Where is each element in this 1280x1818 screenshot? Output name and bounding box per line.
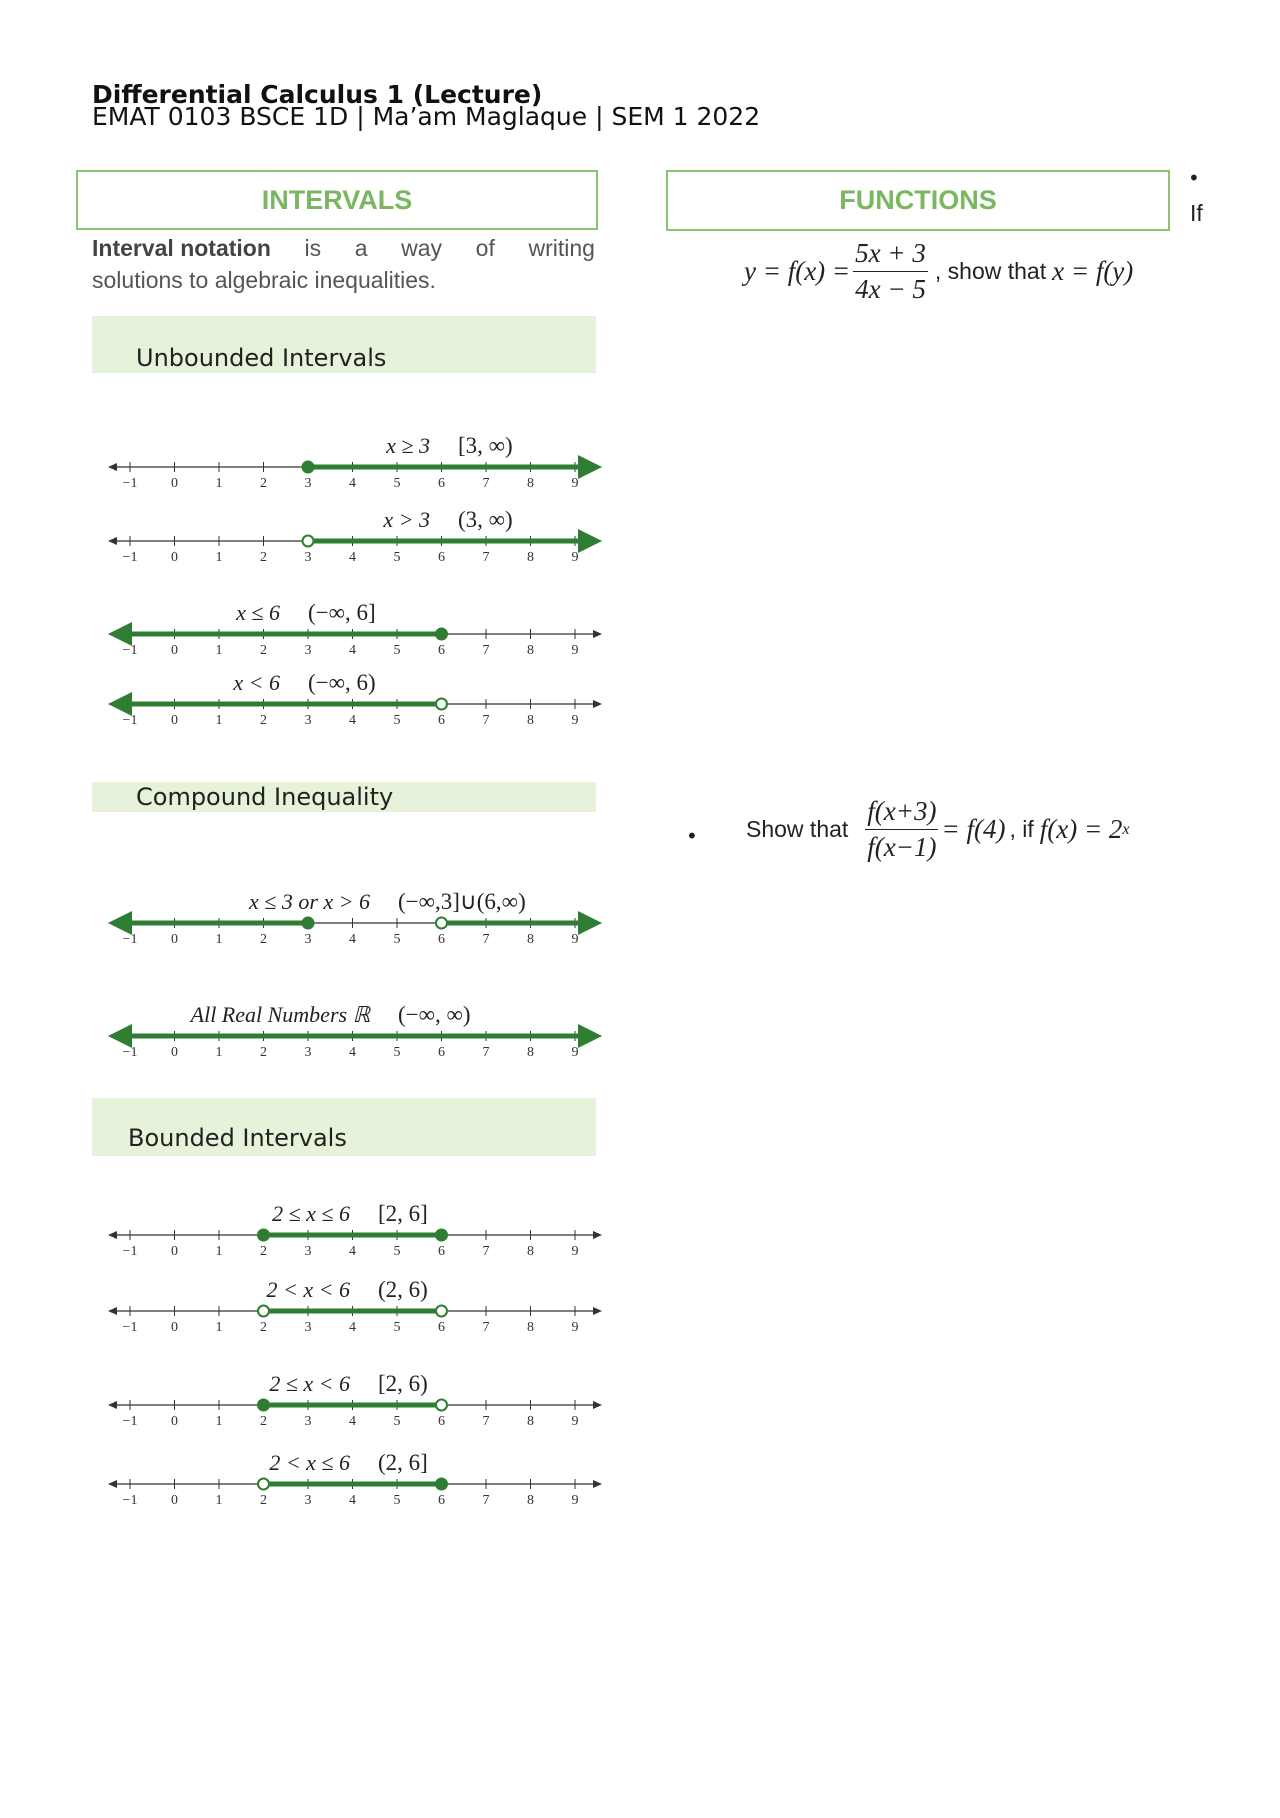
number-line-0 [100,425,610,505]
interval-notation: (3, ∞) [458,507,513,532]
tick-label: 5 [393,476,401,491]
interval-notation: (−∞, 6] [308,600,376,625]
tick-label: 9 [571,1320,579,1335]
tick-label: 5 [393,1493,401,1508]
tick-label: 6 [438,1244,445,1259]
tick-label: 3 [304,713,312,728]
tick-label: 1 [215,1493,223,1508]
tick-label: 3 [304,1045,312,1060]
axis-arrow-right [593,1307,602,1315]
interval-notation: (−∞, 6) [308,670,376,695]
number-line-9 [100,1442,610,1522]
tick-label: 0 [171,1320,178,1335]
axis-arrow-right [593,1480,602,1488]
tick-label: 1 [215,1244,223,1259]
problem-1-numerator: 5x + 3 [853,238,928,272]
tick-label: 4 [349,1414,356,1429]
tick-label: 9 [571,1244,579,1259]
problem-2-connector: , if [1009,816,1034,842]
tick-label: 2 [260,1320,267,1335]
tick-label: 8 [527,1320,534,1335]
number-line-3 [100,662,610,742]
tick-label: 0 [171,476,178,491]
tick-label: 4 [349,643,356,658]
tick-label: 3 [304,643,312,658]
arrow-left-icon [108,622,132,646]
tick-label: 4 [349,713,356,728]
interval-notation: (2, 6) [378,1277,428,1302]
interval-notation: [3, ∞) [458,433,513,458]
tick-label: 8 [527,1414,534,1429]
tick-label: 2 [260,1045,267,1060]
tick-label: 5 [393,1244,401,1259]
tick-label: 7 [482,550,490,565]
tick-label: 5 [393,1320,401,1335]
tick-label: 6 [438,1045,445,1060]
open-endpoint [436,699,447,710]
tick-label: 4 [349,1045,356,1060]
intro-line-2: solutions to algebraic inequalities. [92,267,436,293]
inequality-label: All Real Numbers ℝ [190,1002,370,1027]
tick-label: 2 [260,550,267,565]
axis-arrow-left [108,537,117,545]
intervals-intro [92,232,595,296]
tick-label: 5 [393,550,401,565]
tick-label: 7 [482,476,490,491]
intro-word: a [354,235,368,261]
tick-label: −1 [122,1414,138,1429]
axis-arrow-left [108,463,117,471]
section-bounded [92,1098,596,1156]
number-line-7 [100,1269,610,1349]
tick-label: 0 [171,1045,178,1060]
axis-arrow-left [108,1307,117,1315]
tick-label: 7 [482,1244,490,1259]
tick-label: 6 [438,713,445,728]
open-endpoint [258,1479,269,1490]
tick-label: 2 [260,1493,267,1508]
closed-endpoint [436,1230,447,1241]
tick-label: 3 [304,1244,312,1259]
arrow-right-icon [578,911,602,935]
tick-label: 8 [527,643,534,658]
problem-2-fraction [865,796,938,863]
open-endpoint [436,1400,447,1411]
arrow-left-icon [108,1024,132,1048]
tick-label: 4 [349,550,356,565]
tick-label: 4 [349,1320,356,1335]
tick-label: −1 [122,643,138,658]
tick-label: −1 [122,1493,138,1508]
tick-label: 3 [304,550,312,565]
interval-notation: [2, 6] [378,1201,428,1226]
problem-2-prefix: Show that [746,816,849,842]
tick-label: 5 [393,932,401,947]
axis-arrow-right [593,1231,602,1239]
tick-label: 4 [349,932,356,947]
tick-label: 8 [527,713,534,728]
intro-word: way [401,235,443,261]
arrow-left-icon [108,692,132,716]
closed-endpoint [258,1400,269,1411]
tick-label: 9 [571,1045,579,1060]
problem-1-fraction [853,238,928,305]
bullet-icon: • [1188,166,1200,190]
tick-label: 2 [260,1414,267,1429]
tick-label: 7 [482,1045,490,1060]
tick-label: 6 [438,643,445,658]
tick-label: 6 [438,550,445,565]
functions-heading: FUNCTIONS [666,170,1170,231]
inequality-label: x ≤ 3 or x > 6 [248,889,370,914]
inequality-label: x ≥ 3 [386,433,430,458]
tick-label: 8 [527,1244,534,1259]
tick-label: 1 [215,713,223,728]
arrow-right-icon [578,455,602,479]
number-line-8 [100,1363,610,1443]
section-unbounded [92,316,596,373]
tick-label: 4 [349,476,356,491]
number-line-2 [100,592,610,672]
bullet-icon: • [686,824,698,848]
tick-label: −1 [122,1320,138,1335]
tick-label: −1 [122,1244,138,1259]
tick-label: 7 [482,1320,490,1335]
arrow-left-icon [108,911,132,935]
axis-arrow-right [593,700,602,708]
tick-label: 0 [171,1244,178,1259]
intro-line-1 [92,232,595,264]
intro-word: of [475,235,495,261]
tick-label: 3 [304,1493,312,1508]
inequality-label: x > 3 [383,507,430,532]
tick-label: −1 [122,476,138,491]
tick-label: 4 [349,1493,356,1508]
problem-1-result: x = f(y) [1052,256,1134,286]
tick-label: 6 [438,1493,445,1508]
problem-2-exponent: x [1122,820,1130,838]
section-unbounded-label: Unbounded Intervals [136,344,387,372]
axis-arrow-left [108,1231,117,1239]
closed-endpoint [303,462,314,473]
tick-label: −1 [122,713,138,728]
tick-label: 7 [482,713,490,728]
problem-2-denominator: f(x−1) [867,832,937,862]
tick-label: 0 [171,643,178,658]
tick-label: 9 [571,713,579,728]
tick-label: 9 [571,476,579,491]
section-bounded-label: Bounded Intervals [128,1124,347,1152]
intro-bold-term: Interval notation [92,235,271,261]
tick-label: −1 [122,550,138,565]
interval-notation: (2, 6] [378,1450,428,1475]
number-line-4 [100,881,610,961]
tick-label: 1 [215,643,223,658]
number-line-6 [100,1193,610,1273]
tick-label: 1 [215,1045,223,1060]
tick-label: 3 [304,476,312,491]
closed-endpoint [258,1230,269,1241]
tick-label: 0 [171,932,178,947]
document-title: Differential Calculus 1 (Lecture) [92,80,543,109]
tick-label: −1 [122,932,138,947]
tick-label: 7 [482,1493,490,1508]
tick-label: −1 [122,1045,138,1060]
tick-label: 0 [171,713,178,728]
tick-label: 8 [527,476,534,491]
tick-label: 5 [393,1414,401,1429]
tick-label: 0 [171,550,178,565]
axis-arrow-right [593,630,602,638]
tick-label: 8 [527,1045,534,1060]
tick-label: 5 [393,713,401,728]
arrow-right-icon [578,1024,602,1048]
tick-label: 2 [260,713,267,728]
inequality-label: 2 ≤ x ≤ 6 [272,1201,350,1226]
inequality-label: 2 < x ≤ 6 [269,1450,350,1475]
tick-label: 0 [171,1493,178,1508]
arrow-right-icon [578,529,602,553]
tick-label: 9 [571,932,579,947]
number-line-5 [100,994,610,1074]
problem-1 [744,238,1133,305]
document-subtitle: EMAT 0103 BSCE 1D | Ma’am Maglaque | SEM 1 2022 [92,102,761,131]
tick-label: 1 [215,476,223,491]
problem-1-connector: , show that [934,258,1047,284]
tick-label: 5 [393,643,401,658]
tick-label: 7 [482,1414,490,1429]
tick-label: 5 [393,1045,401,1060]
tick-label: 0 [171,1414,178,1429]
problem-1-denominator: 4x − 5 [855,274,926,304]
tick-label: 3 [304,1414,312,1429]
closed-endpoint [436,1479,447,1490]
tick-label: 7 [482,643,490,658]
tick-label: 9 [571,1493,579,1508]
tick-label: 9 [571,643,579,658]
section-compound-label: Compound Inequality [136,783,394,811]
problem-2-condition: f(x) = 2 [1039,814,1123,844]
tick-label: 6 [438,932,445,947]
tick-label: 3 [304,1320,312,1335]
tick-label: 1 [215,550,223,565]
intro-word: writing [528,235,595,261]
open-endpoint [436,918,447,929]
tick-label: 8 [527,932,534,947]
open-endpoint [258,1306,269,1317]
problem-1-lhs: y = f(x) = [744,256,851,286]
closed-endpoint [436,629,447,640]
open-endpoint [303,536,314,547]
tick-label: 9 [571,550,579,565]
tick-label: 6 [438,1414,445,1429]
interval-notation: (−∞,3]∪(6,∞) [398,889,526,914]
problem-2-equals: = f(4) [941,814,1006,844]
tick-label: 2 [260,1244,267,1259]
tick-label: 1 [215,1414,223,1429]
if-word: If [1190,200,1203,226]
problem-2 [746,796,1130,863]
tick-label: 3 [304,932,312,947]
interval-notation: (−∞, ∞) [398,1002,471,1027]
axis-arrow-right [593,1401,602,1409]
open-endpoint [436,1306,447,1317]
tick-label: 4 [349,1244,356,1259]
number-line-1 [100,499,610,579]
inequality-label: x < 6 [233,670,280,695]
section-compound [92,782,596,812]
tick-label: 1 [215,1320,223,1335]
tick-label: 8 [527,550,534,565]
intervals-heading: INTERVALS [76,170,598,230]
tick-label: 7 [482,932,490,947]
tick-label: 6 [438,476,445,491]
problem-2-numerator: f(x+3) [865,796,938,830]
inequality-label: 2 ≤ x < 6 [269,1371,350,1396]
interval-notation: [2, 6) [378,1371,428,1396]
axis-arrow-left [108,1480,117,1488]
tick-label: 9 [571,1414,579,1429]
axis-arrow-left [108,1401,117,1409]
tick-label: 8 [527,1493,534,1508]
tick-label: 2 [260,476,267,491]
tick-label: 2 [260,643,267,658]
tick-label: 6 [438,1320,445,1335]
tick-label: 2 [260,932,267,947]
intro-word: is [304,235,322,261]
closed-endpoint [303,918,314,929]
tick-label: 1 [215,932,223,947]
inequality-label: 2 < x < 6 [266,1277,350,1302]
inequality-label: x ≤ 6 [236,600,280,625]
